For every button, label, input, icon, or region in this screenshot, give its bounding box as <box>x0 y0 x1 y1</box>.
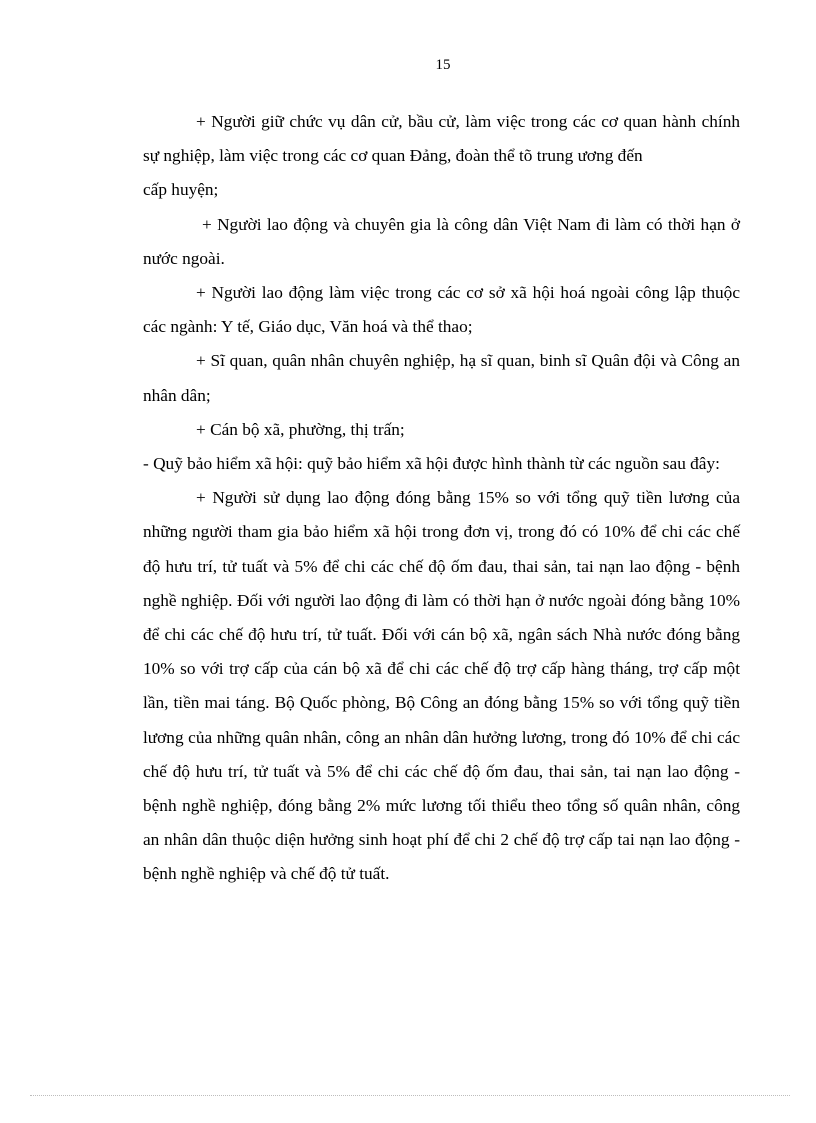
paragraph-non-public-sector: + Người lao động làm việc trong các cơ sở xã hội hoá ngoài công lập thuộc các ngành: Y tế, Giáo dục, Văn hoá và thể thao; <box>143 283 740 337</box>
paragraph-military-police: + Sĩ quan, quân nhân chuyên nghiệp, hạ sĩ quan, binh sĩ Quân đội và Công an nhân dân; <box>143 351 740 405</box>
paragraph-elected-officials: + Người giữ chức vụ dân cử, bầu cử, làm việc trong các cơ quan hành chính sự nghiệp, làm việc trong các cơ quan Đảng, đoàn thể tõ trung ương đến <box>143 112 740 166</box>
document-body <box>143 105 740 892</box>
paragraph-commune-officials: + Cán bộ xã, phường, thị trấn; <box>196 419 405 439</box>
footer-divider <box>30 1095 790 1096</box>
paragraph-employer-contribution: + Người sử dụng lao động đóng bằng 15% so với tổng quỹ tiền lương của những người tham gia bảo hiểm xã hội trong đơn vị, trong đó có 10% để chi các chế độ hưu trí, tử tuất và 5% để chi các chế độ ốm đau, thai sản, tai nạn lao động - bệnh nghề nghiệp. Đối với người lao động đi làm có thời hạn ở nước ngoài đóng bằng 10% để chi các chế độ hưu trí, tử tuất. Đối với cán bộ xã, ngân sách Nhà nước đóng bằng 10% so với trợ cấp của cán bộ xã để chi các chế độ trợ cấp hàng tháng, trợ cấp một lần, tiền mai táng. Bộ Quốc phòng, Bộ Công an đóng bằng 15% so với tổng quỹ tiền lương của những quân nhân, công an nhân dân hưởng lương, trong đó 10% để chi các chế độ hưu trí, tử tuất và 5% để chi các chế độ ốm đau, thai sản, tai nạn lao động - bệnh nghề nghiệp, đóng bằng 2% mức lương tối thiểu theo tổng số quân nhân, công an nhân dân thuộc diện hưởng sinh hoạt phí để chi 2 chế độ trợ cấp tai nạn lao động - bệnh nghề nghiệp và chế độ tử tuất. <box>143 488 740 884</box>
paragraph-overseas-workers: + Người lao động và chuyên gia là công dân Việt Nam đi làm có thời hạn ở nước ngoài. <box>143 214 740 268</box>
paragraph-insurance-fund: - Quỹ bảo hiểm xã hội: quỹ bảo hiểm xã hội được hình thành từ các nguồn sau đây: <box>143 454 720 474</box>
page-number: 15 <box>435 57 451 73</box>
paragraph-district-level: cấp huyện; <box>143 180 219 200</box>
